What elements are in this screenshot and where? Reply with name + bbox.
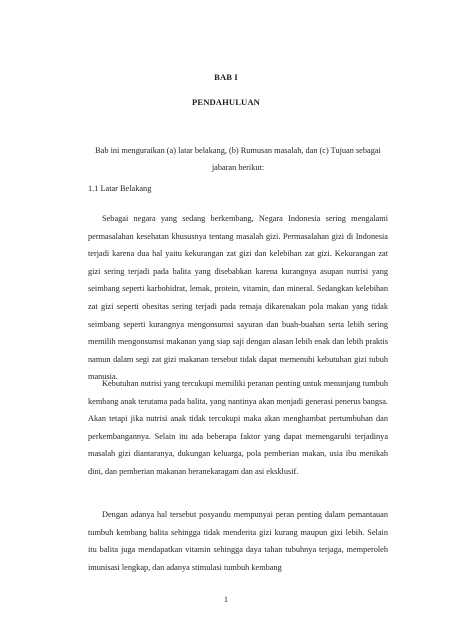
section-heading: 1.1 Latar Belakang xyxy=(88,184,152,193)
page-number: 1 xyxy=(224,595,228,604)
paragraph-1: Sebagai negara yang sedang berkembang, Negara Indonesia sering mengalami permasalahan kesehatan khususnya tentang masalah gizi. Permasalahan gizi di Indonesia terjadi karena dua hal yaitu kekurangan zat gizi dan kelebihan zat gizi. Kekurangan zat gizi sering terjadi pada balita yang disebabkan karena kurangnya asupan nutrisi yang seimbang seperti karbohidrat, lemak, protein, vitamin, dan mineral. Sedangkan kelebihan zat gizi seperti obesitas sering terjadi pada remaja dikarenakan pola makan yang tidak seimbang seperti kurangnya mengonsumsi sayuran dan buah-buahan serta lebih sering memilih mengonsumsi makanan yang siap saji dengan alasan lebih enak dan lebih praktis namun dalam segi zat gizi makanan tersebut tidak dapat memenuhi kebutuhan gizi tubuh manusia. xyxy=(88,214,388,382)
paragraph-3: Dengan adanya hal tersebut posyandu mempunyai peran penting dalam pemantauan tumbuh kembang balita sehingga tidak menderita gizi kurang maupun gizi lebih. Selain itu balita juga mendapatkan vitamin sehingga daya tahan tubuhnya terjaga, memperoleh imunisasi lengkap, dan adanya stimulasi tumbuh kembang xyxy=(88,510,388,572)
chapter-title: PENDAHULUAN xyxy=(192,97,260,107)
paragraph-2: Kebutuhan nutrisi yang tercukupi memiliki peranan penting untuk menunjang tumbuh kembang anak terutama pada balita, yang nantinya akan menjadi generasi penerus bangsa. Akan tetapi jika nutrisi anak tidak tercukupi maka akan menghambat pertumbuhan dan perkembangannya. Selain itu ada beberapa faktor yang dapat memengaruhi terjadinya masalah gizi diantaranya, dukungan keluarga, pola pemberian makan, usia ibu menikah dini, dan pemberian makanan beranekaragam dan asi eksklusif. xyxy=(88,379,388,476)
chapter-number: BAB I xyxy=(214,72,238,82)
chapter-intro: Bab ini menguraikan (a) latar belakang, (b) Rumusan masalah, dan (c) Tujuan sebagai jabaran berikut: xyxy=(95,146,381,172)
